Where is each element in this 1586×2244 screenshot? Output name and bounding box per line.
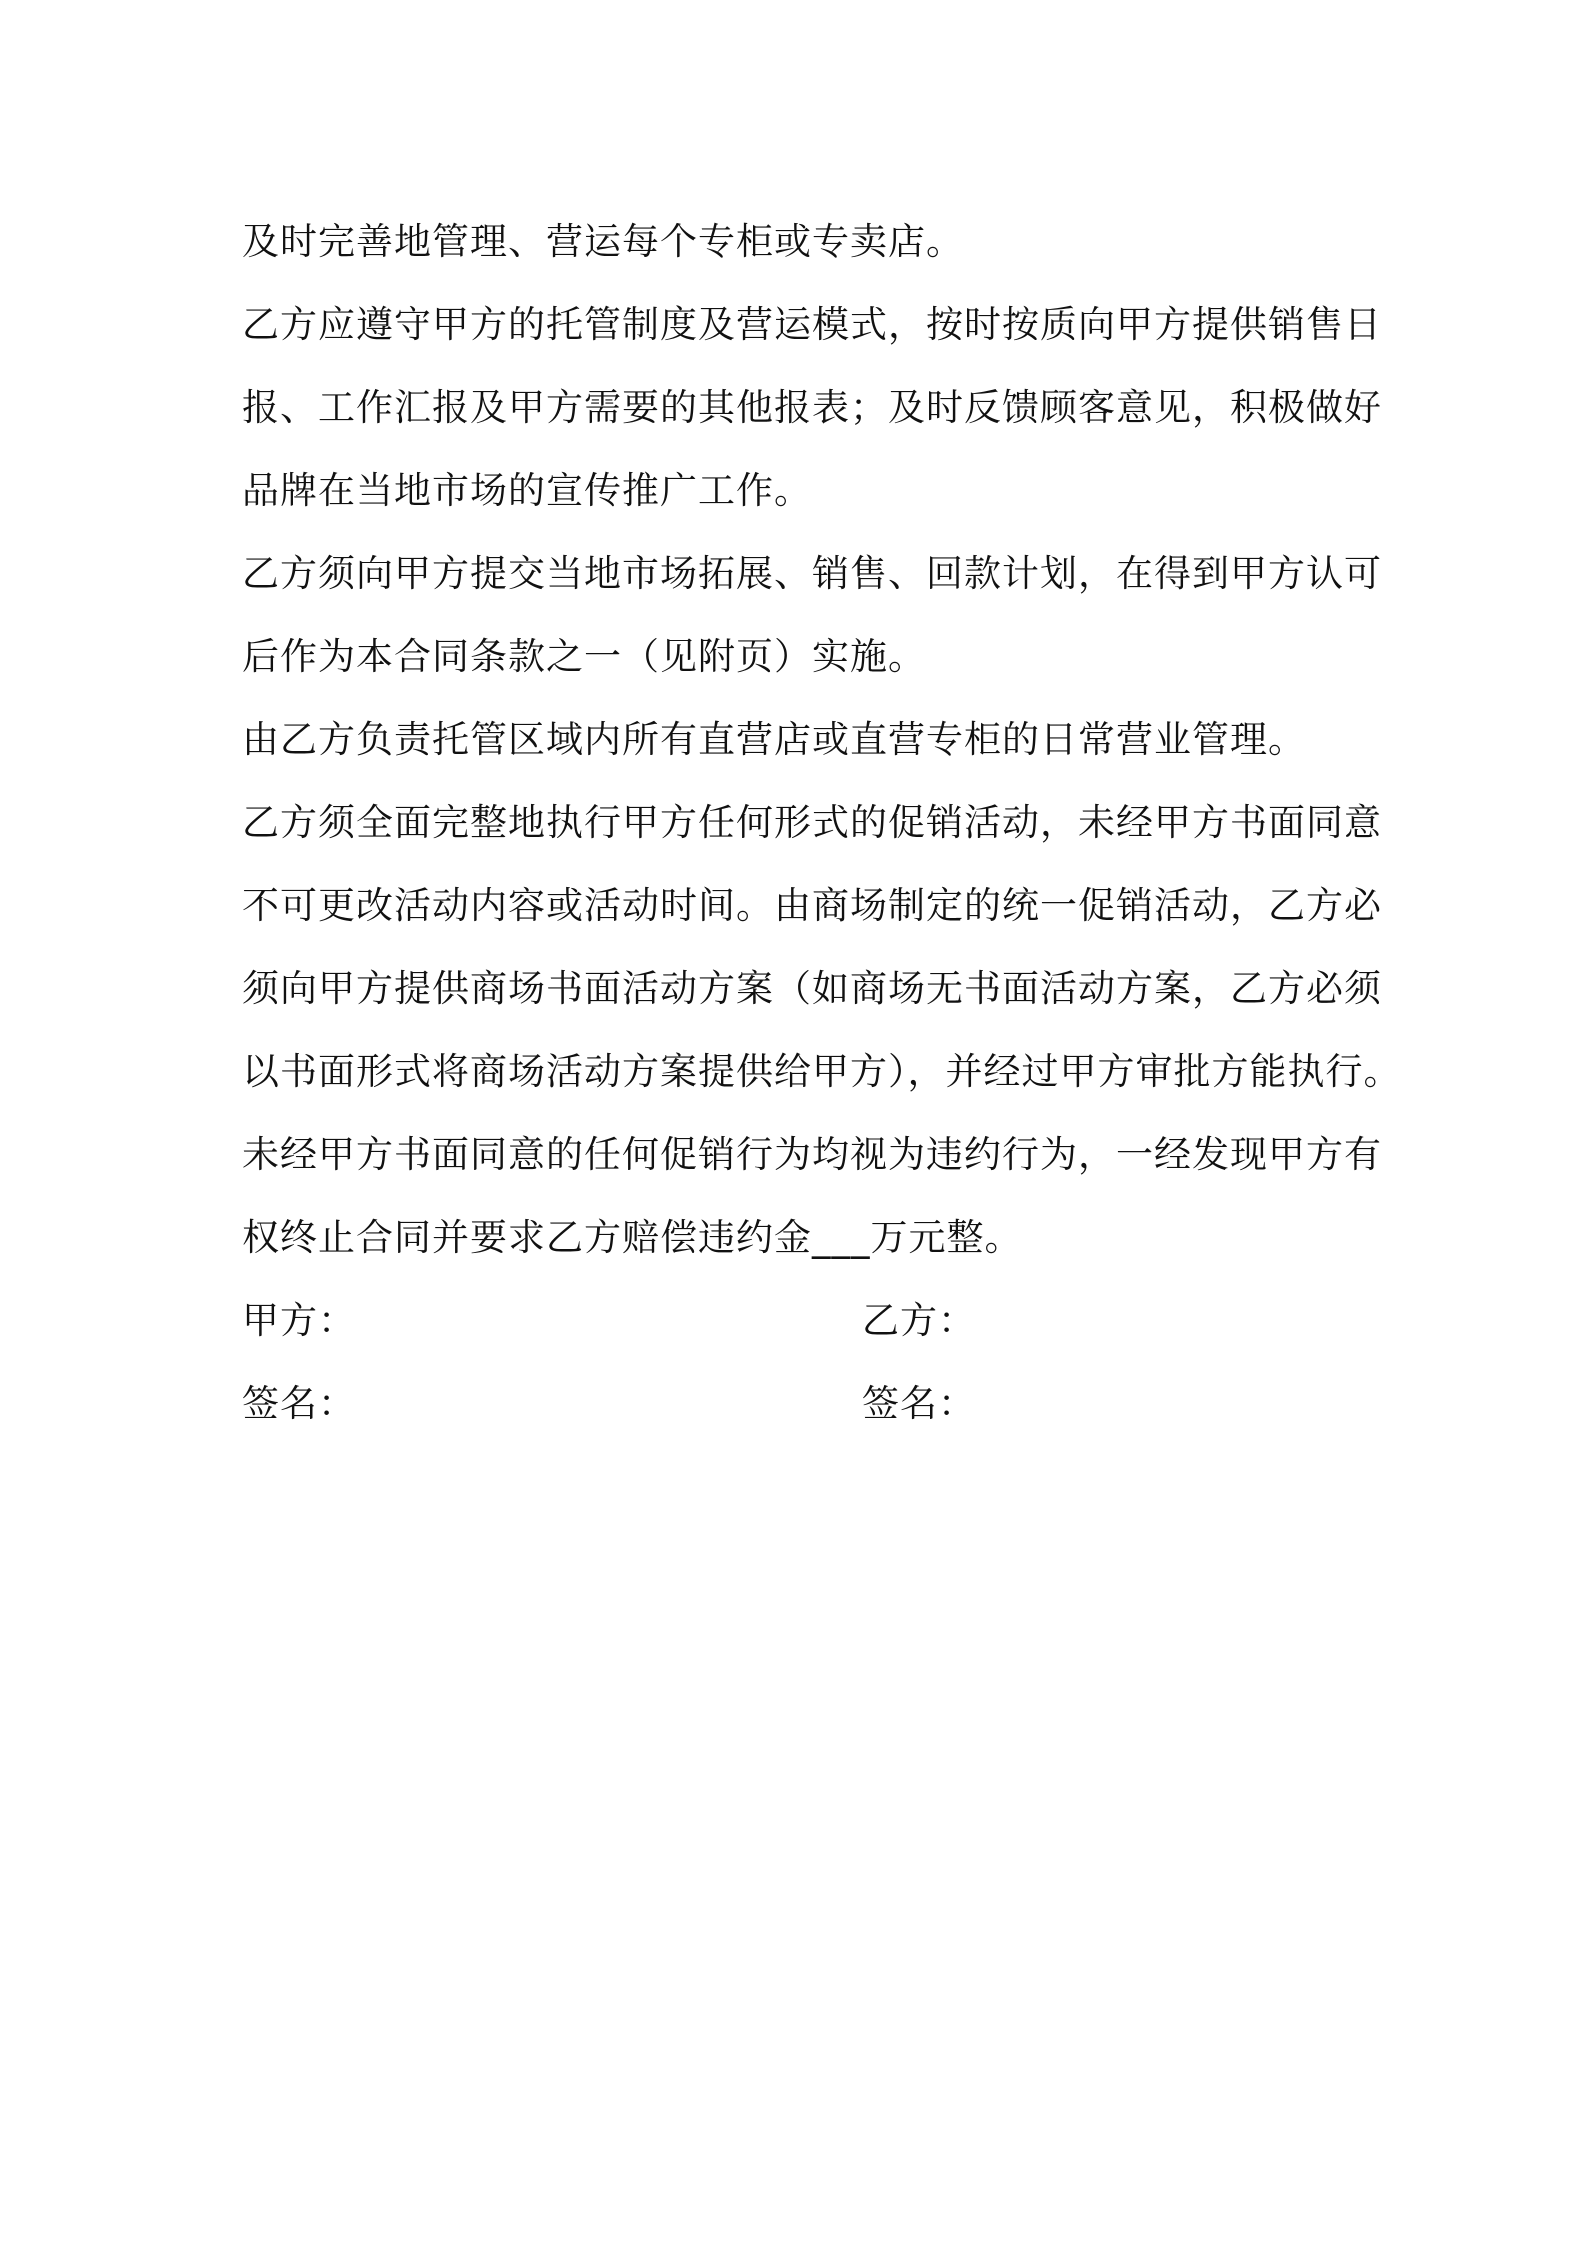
- text-line: 不可更改活动内容或活动时间。由商场制定的统一促销活动，乙方必: [242, 884, 1382, 927]
- text-line: 须向甲方提供商场书面活动方案（如商场无书面活动方案，乙方必须: [242, 967, 1382, 1010]
- party-b-label: 乙方：: [862, 1299, 976, 1342]
- text-line: 报、工作汇报及甲方需要的其他报表；及时反馈顾客意见，积极做好: [242, 386, 1382, 429]
- text-line: 未经甲方书面同意的任何促销行为均视为违约行为，一经发现甲方有: [242, 1133, 1382, 1176]
- party-row: [242, 1279, 1372, 1362]
- text-line: 权终止合同并要求乙方赔偿违约金___万元整。: [242, 1216, 1023, 1259]
- party-a-label: 甲方：: [242, 1299, 356, 1342]
- text-line: 乙方须全面完整地执行甲方任何形式的促销活动，未经甲方书面同意: [242, 801, 1382, 844]
- signature-a-label: 签名：: [242, 1382, 356, 1425]
- text-line: 后作为本合同条款之一（见附页）实施。: [242, 635, 926, 678]
- signature-row: [242, 1362, 1372, 1445]
- text-line: 品牌在当地市场的宣传推广工作。: [242, 469, 812, 512]
- text-line: 乙方须向甲方提交当地市场拓展、销售、回款计划，在得到甲方认可: [242, 552, 1382, 595]
- document-body: [242, 200, 1402, 1445]
- text-line: 以书面形式将商场活动方案提供给甲方），并经过甲方审批方能执行。: [242, 1050, 1402, 1093]
- signature-b-label: 签名：: [862, 1382, 976, 1425]
- text-line: 乙方应遵守甲方的托管制度及营运模式，按时按质向甲方提供销售日: [242, 303, 1382, 346]
- text-line: 及时完善地管理、营运每个专柜或专卖店。: [242, 220, 964, 263]
- text-line: 由乙方负责托管区域内所有直营店或直营专柜的日常营业管理。: [242, 718, 1306, 761]
